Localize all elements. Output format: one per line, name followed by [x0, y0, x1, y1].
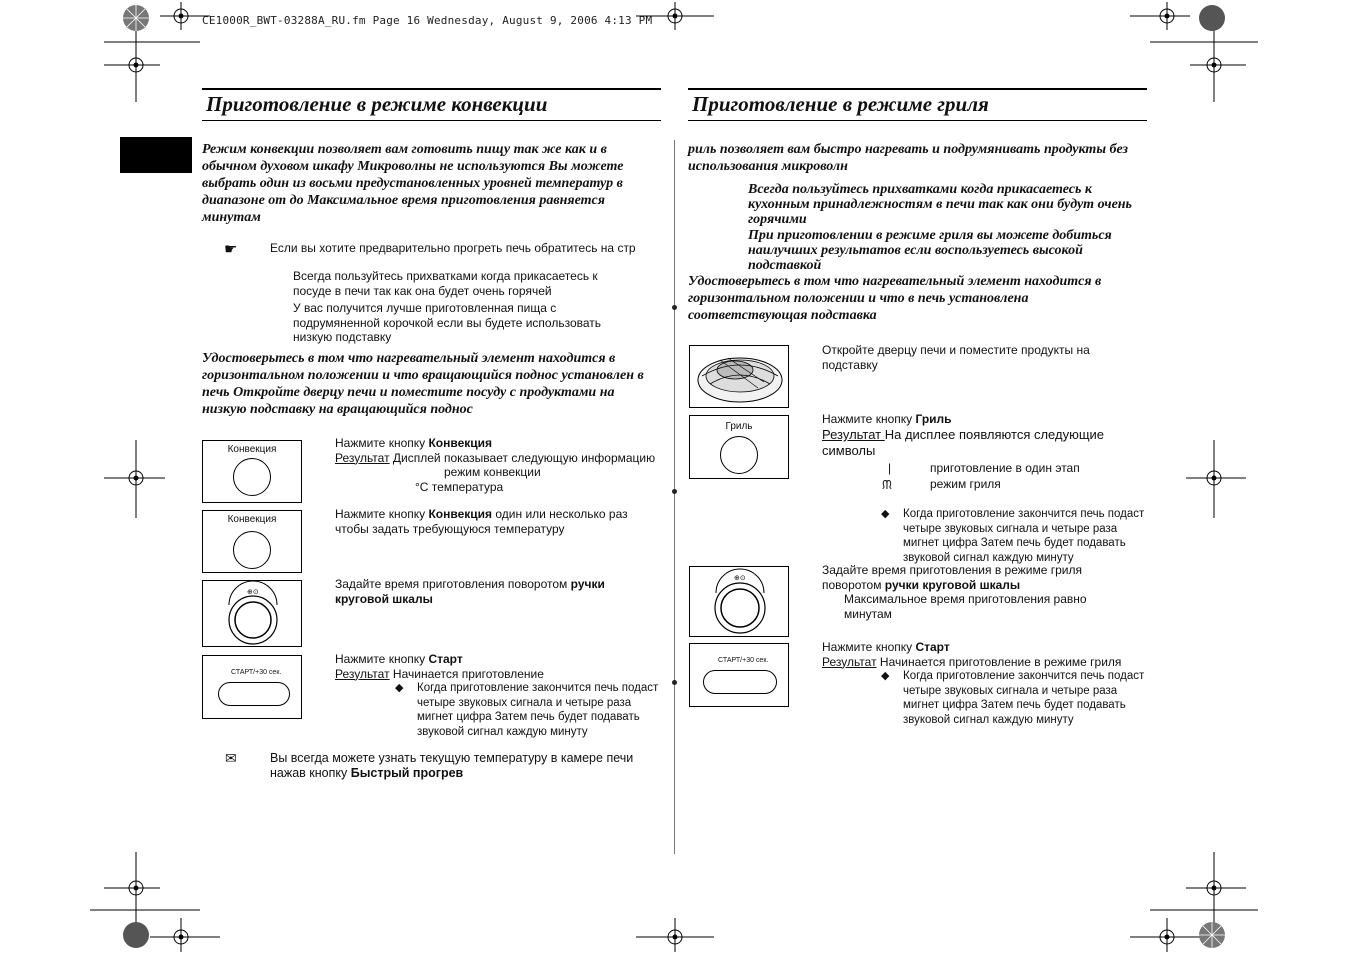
step1-temperature: °С температура	[415, 480, 504, 494]
check-paragraph: Удостоверьтесь в том что нагревательный элемент находится в горизонтальном положении и что вращающийся поднос установлен в печь Откройте дверцу печи и поместите посуду с продуктами на низкую подставку на вращающийся поднос	[202, 351, 644, 417]
binding-dot	[672, 305, 677, 310]
convection-button-illustration	[202, 440, 302, 503]
svg-text:⊕⊙: ⊕⊙	[734, 574, 746, 582]
symbol-grill-label: режим гриля	[930, 477, 1001, 491]
page-title: Приготовление в режиме конвекции	[206, 92, 548, 116]
symbol-one-stage: |	[888, 461, 892, 475]
intro-paragraph: риль позволяет вам быстро нагревать и подрумянивать продукты без использования микроволн	[688, 142, 1129, 174]
step3-text: Задайте время приготовления в режиме гриля поворотом ручки круговой шкалы	[822, 563, 1083, 592]
warning-oven-mitts: Всегда пользуйтесь прихватками когда прикасаетесь к кухонным принадлежностям в печи так как они будут очень горячими	[748, 182, 1132, 227]
step1-text: Нажмите кнопку Конвекция Результат Дисплей показывает следующую информацию	[335, 436, 656, 465]
binding-dot	[672, 680, 677, 685]
round-button-icon	[233, 458, 271, 496]
start-button-illustration	[689, 643, 789, 707]
print-header: CE1000R_BWT-03288A_RU.fm Page 16 Wednesday, August 9, 2006 4:13 PM	[202, 14, 653, 27]
step2-bullet: Когда приготовление закончится печь подаст четыре звуковых сигнала и четыре раза мигнет цифра Затем печь будет подавать звуковой сигнал каждую минуту	[903, 508, 1145, 564]
start-button-caption: СТАРТ/+30 сек.	[718, 657, 769, 664]
step2-text: Нажмите кнопку Конвекция один или несколько раз чтобы задать требующуюся температуру	[335, 507, 628, 536]
bullet-diamond-icon: ◆	[881, 508, 890, 520]
grill-button-caption: Гриль	[725, 421, 753, 432]
oval-button-icon	[218, 682, 290, 706]
title-rule-top	[202, 88, 661, 90]
note-oven-mitts: Всегда пользуйтесь прихватками когда прикасаетесь к посуде в печи так как она будет очень горячей	[293, 269, 598, 298]
step2-result: Результат На дисплее появляются следующие символы	[822, 427, 1105, 458]
round-button-icon	[233, 531, 271, 569]
round-button-icon	[720, 436, 758, 474]
tip-text: Вы всегда можете узнать текущую температуру в камере печи нажав кнопку Быстрый прогрев	[270, 751, 634, 780]
warning-high-rack: При приготовлении в режиме гриля вы можете добиться наилучших результатов если воспользуетесь высокой подставкой	[748, 228, 1112, 273]
convection-button-illustration	[202, 510, 302, 573]
dial-knob-icon	[203, 581, 303, 648]
bullet-diamond-icon: ◆	[395, 682, 404, 694]
step4-text: Нажмите кнопку Старт Результат Начинается приготовление в режиме гриля	[822, 640, 1122, 669]
binding-dot	[672, 489, 677, 494]
symbol-one-stage-label: приготовление в один этап	[930, 461, 1080, 475]
dial-knob-illustration	[689, 566, 789, 637]
step3-text: Задайте время приготовления поворотом ручки круговой шкалы	[335, 577, 605, 606]
step1-mode: режим конвекции	[444, 465, 541, 479]
page-title: Приготовление в режиме гриля	[692, 92, 989, 116]
note-low-rack: У вас получится лучше приготовленная пища с подрумяненной корочкой если вы будете использовать низкую подставку	[293, 301, 602, 344]
title-rule-bottom	[688, 120, 1147, 121]
envelope-icon: ✉	[225, 750, 237, 766]
check-paragraph: Удостоверьтесь в том что нагревательный элемент находится в горизонтальном положении и что в печь установлена соответствующая подставка	[688, 274, 1102, 323]
step2-text: Нажмите кнопку Гриль	[822, 412, 952, 426]
oval-button-icon	[703, 670, 777, 694]
note-preheat: Если вы хотите предварительно прогреть печь обратитесь на стр	[270, 241, 636, 255]
page-divider	[674, 140, 675, 854]
start-button-illustration	[202, 655, 302, 719]
step3-max-time: Максимальное время приготовления равно минутам	[844, 592, 1087, 621]
grill-rack-icon	[690, 346, 790, 409]
svg-text:⊕⊙: ⊕⊙	[247, 588, 259, 596]
step4-text: Нажмите кнопку Старт Результат Начинается приготовление	[335, 652, 544, 681]
step1-text: Откройте дверцу печи и поместите продукты на подставку	[822, 343, 1090, 372]
convection-button-caption: Конвекция	[227, 444, 277, 455]
step4-bullet: Когда приготовление закончится печь подаст четыре звуковых сигнала и четыре раза мигнет цифра Затем печь будет подавать звуковой сигнал каждую минуту	[903, 670, 1145, 726]
rack-illustration	[689, 345, 789, 408]
grill-button-illustration	[689, 415, 789, 479]
pointing-hand-icon: ☛	[224, 241, 238, 258]
convection-button-caption: Конвекция	[227, 514, 277, 525]
dial-knob-icon	[690, 567, 790, 638]
step4-bullet: Когда приготовление закончится печь подаст четыре звуковых сигнала и четыре раза мигнет цифра Затем печь будет подавать звуковой сигнал каждую минуту	[417, 682, 659, 738]
title-rule-bottom	[202, 120, 661, 121]
title-rule-top	[688, 88, 1147, 90]
grill-symbol-icon: ᙏ	[882, 478, 892, 492]
bullet-diamond-icon: ◆	[881, 670, 890, 682]
start-button-caption: СТАРТ/+30 сек.	[231, 669, 282, 676]
section-tab	[120, 137, 192, 173]
dial-knob-illustration	[202, 580, 302, 647]
intro-paragraph: Режим конвекции позволяет вам готовить пищу так же как и в обычном духовом шкафу Микроволны не используются Вы можете выбрать один из восьми предустановленных уровней температур в диапазоне от до Максимальное время приготовления равняется минутам	[202, 142, 624, 225]
